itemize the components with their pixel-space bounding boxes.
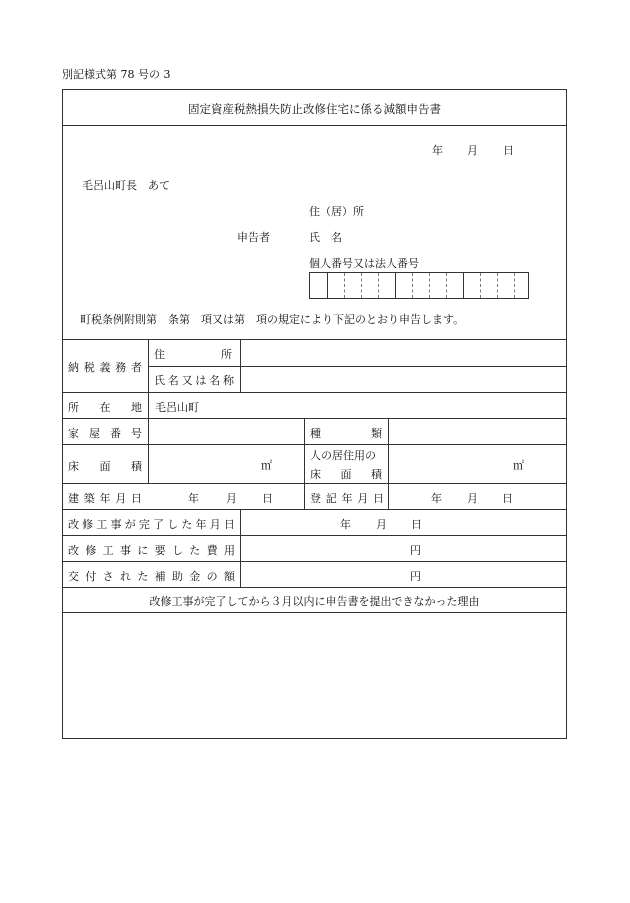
date-month-label: 月 (467, 144, 478, 157)
built-day-label: 日 (262, 492, 273, 505)
type-label: 種 類 (310, 427, 382, 440)
applicant-role-label: 申告者 (237, 231, 270, 244)
registered-day-label: 日 (502, 492, 513, 505)
cost-label: 改 修 工 事 に 要 し た 費 用 (68, 544, 235, 557)
location-value: 毛呂山町 (155, 401, 199, 414)
statement-text: 町税条例附則第 条第 項又は第 項の規定により下記のとおり申告します。 (80, 313, 465, 326)
applicant-name-label: 氏 名 (309, 231, 342, 244)
date-year-label: 年 (432, 144, 443, 157)
registered-year-label: 年 (431, 492, 442, 505)
individual-number-boxes[interactable] (309, 272, 529, 299)
residential-area-unit: ㎡ (513, 459, 524, 472)
taxpayer-address-label: 住 所 (154, 348, 232, 361)
floor-area-unit: ㎡ (261, 459, 272, 472)
form-title: 固定資産税熱損失防止改修住宅に係る減額申告書 (188, 102, 441, 116)
date-day-label: 日 (503, 144, 514, 157)
completion-year-label: 年 (340, 518, 351, 531)
completion-month-label: 月 (376, 518, 387, 531)
registered-date-label: 登 記 年 月 日 (310, 492, 384, 505)
built-month-label: 月 (226, 492, 237, 505)
taxpayer-name-label: 氏 名 又 は 名 称 (154, 374, 234, 387)
residential-area-label-2: 床 面 積 (310, 468, 382, 481)
reason-field[interactable] (64, 614, 565, 737)
taxpayer-label: 納 税 義 務 者 (68, 361, 142, 374)
registered-month-label: 月 (467, 492, 478, 505)
completion-date-label: 改 修 工 事 が 完 了 し た 年 月 日 (68, 518, 235, 531)
applicant-id-label: 個人番号又は法人番号 (309, 257, 419, 270)
taxpayer-name-field[interactable] (241, 368, 567, 391)
completion-day-label: 日 (411, 518, 422, 531)
subsidy-label: 交 付 さ れ た 補 助 金 の 額 (68, 570, 235, 583)
cost-yen: 円 (410, 544, 421, 557)
addressee: 毛呂山町長 あて (82, 179, 170, 192)
house-number-field[interactable] (149, 420, 303, 443)
floor-area-label: 床 面 積 (68, 460, 142, 473)
form-number: 別記様式第 78 号の 3 (62, 68, 171, 81)
house-number-label: 家 屋 番 号 (68, 427, 142, 440)
applicant-address-label: 住（居）所 (309, 205, 364, 218)
location-label: 所 在 地 (68, 401, 142, 414)
built-year-label: 年 (188, 492, 199, 505)
built-date-label: 建 築 年 月 日 (68, 492, 142, 505)
residential-area-label-1: 人の居住用の (310, 449, 376, 462)
taxpayer-address-field[interactable] (241, 342, 567, 365)
subsidy-yen: 円 (410, 570, 421, 583)
type-field[interactable] (389, 420, 566, 443)
reason-label: 改修工事が完了してから３月以内に申告書を提出できなかった理由 (149, 595, 480, 608)
